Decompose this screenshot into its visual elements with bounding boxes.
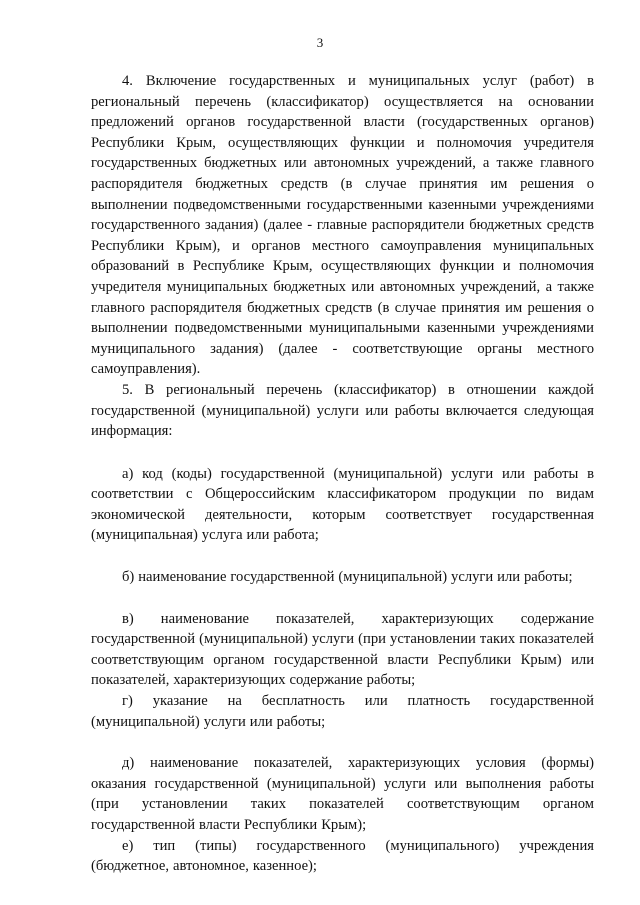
list-item-a: а) код (коды) государственной (муниципальной) услуги или работы в соответствии с Общероссийским классификатором продукции по видам экономической деятельности, которым соответствует государственная (муниципальная) услуга или работа; [91, 465, 594, 544]
paragraph-5: 5. В региональный перечень (классификатор) в отношении каждой государственной (муниципальной) услуги или работы включается следующая информация: [91, 381, 594, 440]
list-item-v: в) наименование показателей, характеризующих содержание государственной (муниципальной) услуги (при установлении таких показателей соответствующим органом государственной власти Республики Крым) или показателей, характеризующих содержание работы; [91, 610, 594, 689]
list-item-b: б) наименование государственной (муниципальной) услуги или работы; [122, 569, 573, 586]
list-item-g: г) указание на бесплатность или платность государственной (муниципальной) услуги или работы; [91, 693, 594, 730]
list-item-e: е) тип (типы) государственного (муниципального) учреждения (бюджетное, автономное, казенное); [91, 837, 594, 875]
page-number: 3 [316, 35, 324, 50]
list-item-d: д) наименование показателей, характеризующих условия (формы) оказания государственной (муниципальной) услуги или выполнения работы (при установлении таких показателей соответствующим органом государственной власти Республики Крым); [91, 755, 594, 833]
paragraph-4: 4. Включение государственных и муниципальных услуг (работ) в региональный перечень (классификатор) осуществляется на основании предложений органов государственной власти (государственных органов) Республики Крым, осуществляющих функции и полномочия учредителя государственных бюджетных или автономных учреждений, а также главного распорядителя бюджетных средств (в случае принятия им решения о выполнении подведомственными государственными казенными учреждениями государственного задания) (далее - главные распорядители бюджетных средств Республики Крым), и органов местного самоуправления муниципальных образований в Республике Крым, осуществляющих функции и полномочия учредителя муниципальных бюджетных или автономных учреждений, а также главного распорядителя бюджетных средств (в случае принятия им решения о выполнении подведомственными муниципальными казенными учреждениями муниципального задания) (далее - соответствующие органы местного самоуправления). [91, 73, 594, 378]
document-body [91, 71, 594, 877]
